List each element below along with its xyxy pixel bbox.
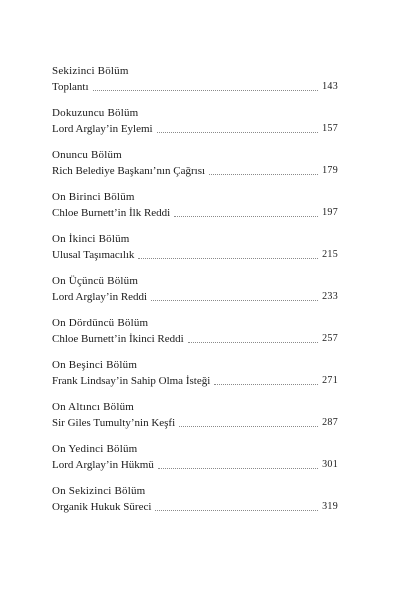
toc-row: [52, 414, 338, 430]
toc-row: [52, 498, 338, 514]
page-number: 287: [322, 417, 338, 428]
chapter-number: Sekizinci Bölüm: [52, 65, 129, 77]
page-number: 215: [322, 249, 338, 260]
dot-leader: [209, 174, 318, 175]
page-number: 157: [322, 123, 338, 134]
page-number: 319: [322, 501, 338, 512]
dot-leader: [93, 90, 319, 91]
toc-entry: [52, 316, 338, 358]
toc-entry: [52, 358, 338, 400]
toc-entry: [52, 64, 338, 106]
dot-leader: [151, 300, 318, 301]
toc-entry: [52, 190, 338, 232]
chapter-number: On Sekizinci Bölüm: [52, 485, 146, 497]
toc-entry: [52, 400, 338, 442]
chapter-title: Chloe Burnett’in İkinci Reddi: [52, 333, 184, 345]
toc-entry: [52, 232, 338, 274]
toc-row: [52, 456, 338, 472]
toc-row: [52, 162, 338, 178]
dot-leader: [138, 258, 318, 259]
dot-leader: [214, 384, 318, 385]
page-number: 301: [322, 459, 338, 470]
dot-leader: [157, 132, 318, 133]
toc-entry: [52, 484, 338, 526]
chapter-number: On Dördüncü Bölüm: [52, 317, 149, 329]
chapter-title: Lord Arglay’in Reddi: [52, 291, 148, 303]
dot-leader: [179, 426, 318, 427]
toc-row: [52, 204, 338, 220]
chapter-number: On Üçüncü Bölüm: [52, 275, 139, 287]
chapter-title: Lord Arglay’in Eylemi: [52, 123, 153, 135]
chapter-title: Frank Lindsay’in Sahip Olma İsteği: [52, 375, 211, 387]
chapter-number: On İkinci Bölüm: [52, 233, 130, 245]
toc-row: [52, 246, 338, 262]
chapter-title: Organik Hukuk Süreci: [52, 501, 152, 513]
chapter-number: On Yedinci Bölüm: [52, 443, 138, 455]
page-number: 143: [322, 81, 338, 92]
chapter-number: On Altıncı Bölüm: [52, 401, 135, 413]
toc-row: [52, 78, 338, 94]
chapter-number: On Beşinci Bölüm: [52, 359, 138, 371]
chapter-title: Sir Giles Tumulty’nin Keşfi: [52, 417, 176, 429]
toc-entry: [52, 148, 338, 190]
toc-entry: [52, 106, 338, 148]
chapter-title: Toplantı: [52, 81, 89, 93]
chapter-title: Rich Belediye Başkanı’nın Çağrısı: [52, 165, 206, 177]
dot-leader: [158, 468, 318, 469]
toc-entry: [52, 442, 338, 484]
toc-row: [52, 372, 338, 388]
page-number: 271: [322, 375, 338, 386]
toc-row: [52, 330, 338, 346]
table-of-contents: [52, 64, 338, 526]
toc-row: [52, 120, 338, 136]
chapter-title: Lord Arglay’in Hükmü: [52, 459, 154, 471]
chapter-number: Onuncu Bölüm: [52, 149, 122, 161]
dot-leader: [188, 342, 318, 343]
page-number: 179: [322, 165, 338, 176]
page-number: 233: [322, 291, 338, 302]
chapter-number: On Birinci Bölüm: [52, 191, 135, 203]
page-number: 197: [322, 207, 338, 218]
chapter-title: Chloe Burnett’in İlk Reddi: [52, 207, 171, 219]
chapter-title: Ulusal Taşımacılık: [52, 249, 135, 261]
dot-leader: [155, 510, 318, 511]
dot-leader: [174, 216, 318, 217]
chapter-number: Dokuzuncu Bölüm: [52, 107, 139, 119]
toc-entry: [52, 274, 338, 316]
page-number: 257: [322, 333, 338, 344]
toc-row: [52, 288, 338, 304]
